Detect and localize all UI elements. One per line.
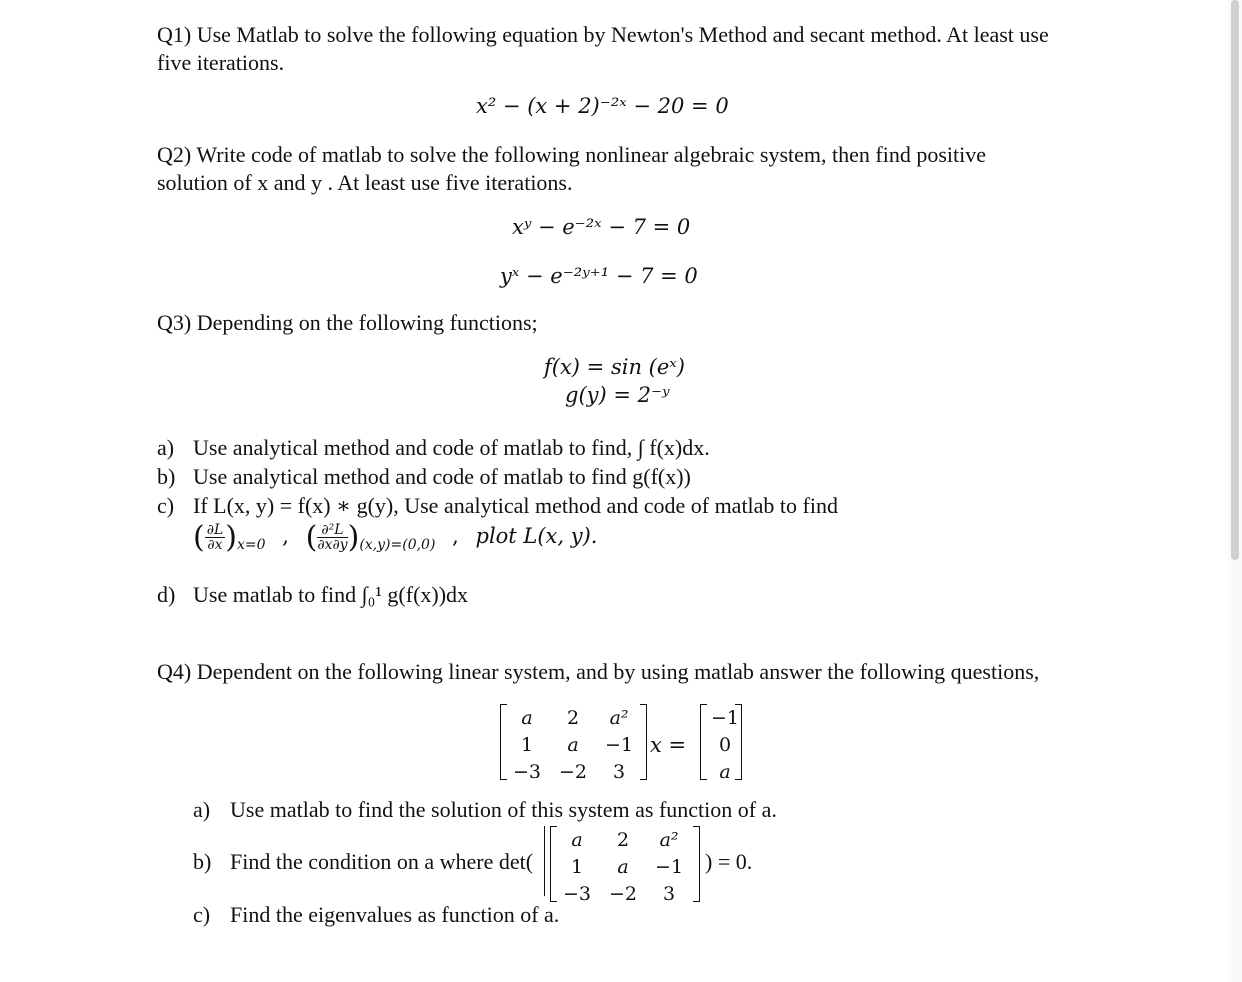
q1-line2: five iterations. xyxy=(157,50,285,75)
q3-a-label: a) xyxy=(157,435,175,460)
q4-a-text: Use matlab to find the solution of this system as function of a. xyxy=(230,797,777,822)
determinant-matrix: a 2 a² 1 a −1 −3 −2 3 xyxy=(563,828,684,905)
partial-l-xy-fraction: $\frac{\text{∂²L}}{\partial x\partial y}$ xyxy=(317,522,348,553)
q3-c-derivatives: ( $\frac{\partial L}{\partial x}$ )$_{x=0}$ , ( $\frac{\text{∂²L}}{\partial x\partial y}$ )$_{(x,y)=(0,0)}$ , plot L(x, y). xyxy=(193,520,598,555)
q3-a-text: Use analytical method and code of matlab to find, ∫ f(x)dx. xyxy=(193,435,710,460)
q3-function-g: g(y) = 2⁻ʸ xyxy=(565,383,670,407)
partial-l-x-fraction: $\frac{\partial L}{\partial x}$ xyxy=(206,522,224,553)
rhs-right-bracket xyxy=(735,704,742,780)
q4-c-label: c) xyxy=(193,902,211,927)
q4-b-text: Find the condition on a where det( xyxy=(230,849,534,874)
matrix-right-bracket xyxy=(640,704,647,780)
q2-line1: Q2) Write code of matlab to solve the following nonlinear algebraic system, then find positive xyxy=(157,142,986,167)
scrollbar-thumb[interactable] xyxy=(1231,0,1239,560)
scrollbar-track[interactable] xyxy=(1228,0,1242,982)
q4-c-text: Find the eigenvalues as function of a. xyxy=(230,902,560,927)
rhs-vector: −1 0 a xyxy=(711,706,740,783)
q2-equation-1: xʸ − e⁻²ˣ − 7 = 0 xyxy=(512,215,691,239)
q2-equation-2: yˣ − e⁻²ʸ⁺¹ − 7 = 0 xyxy=(500,264,698,288)
q1-equation: x² − (x + 2)⁻²ˣ − 20 = 0 xyxy=(476,94,729,118)
q3-function-f: f(x) = sin (eˣ) xyxy=(544,355,685,379)
q3-b-label: b) xyxy=(157,464,176,489)
q1-line1: Q1) Use Matlab to solve the following equation by Newton's Method and secant method. At least use xyxy=(157,22,1049,47)
coefficient-matrix: a 2 a² 1 a −1 −3 −2 3 xyxy=(513,706,634,783)
q3-c-plot: plot L(x, y). xyxy=(475,524,598,548)
x-equals: x = xyxy=(650,733,687,757)
q3-b-text: Use analytical method and code of matlab to find g(f(x)) xyxy=(193,464,691,489)
det-right-bracket xyxy=(693,826,700,902)
q4-b-tail: ) = 0. xyxy=(705,849,753,874)
det-left-bar xyxy=(544,826,545,896)
q2-line2: solution of x and y . At least use five iterations. xyxy=(157,170,573,195)
partial-l-xy-eval-point: (x,y)=(0,0) xyxy=(359,537,436,553)
partial-l-x-eval-point: x=0 xyxy=(236,537,266,553)
q4-intro: Q4) Dependent on the following linear system, and by using matlab answer the following questions, xyxy=(157,659,1040,684)
q3-d-text: Use matlab to find ∫₀¹ g(f(x))dx xyxy=(193,582,469,607)
q4-a-label: a) xyxy=(193,797,211,822)
q4-b-label: b) xyxy=(193,849,212,874)
q3-intro: Q3) Depending on the following functions; xyxy=(157,310,538,335)
q3-d-label: d) xyxy=(157,582,176,607)
q3-c-label: c) xyxy=(157,493,175,518)
q3-c-text: If L(x, y) = f(x) ∗ g(y), Use analytical method and code of matlab to find xyxy=(193,493,838,518)
